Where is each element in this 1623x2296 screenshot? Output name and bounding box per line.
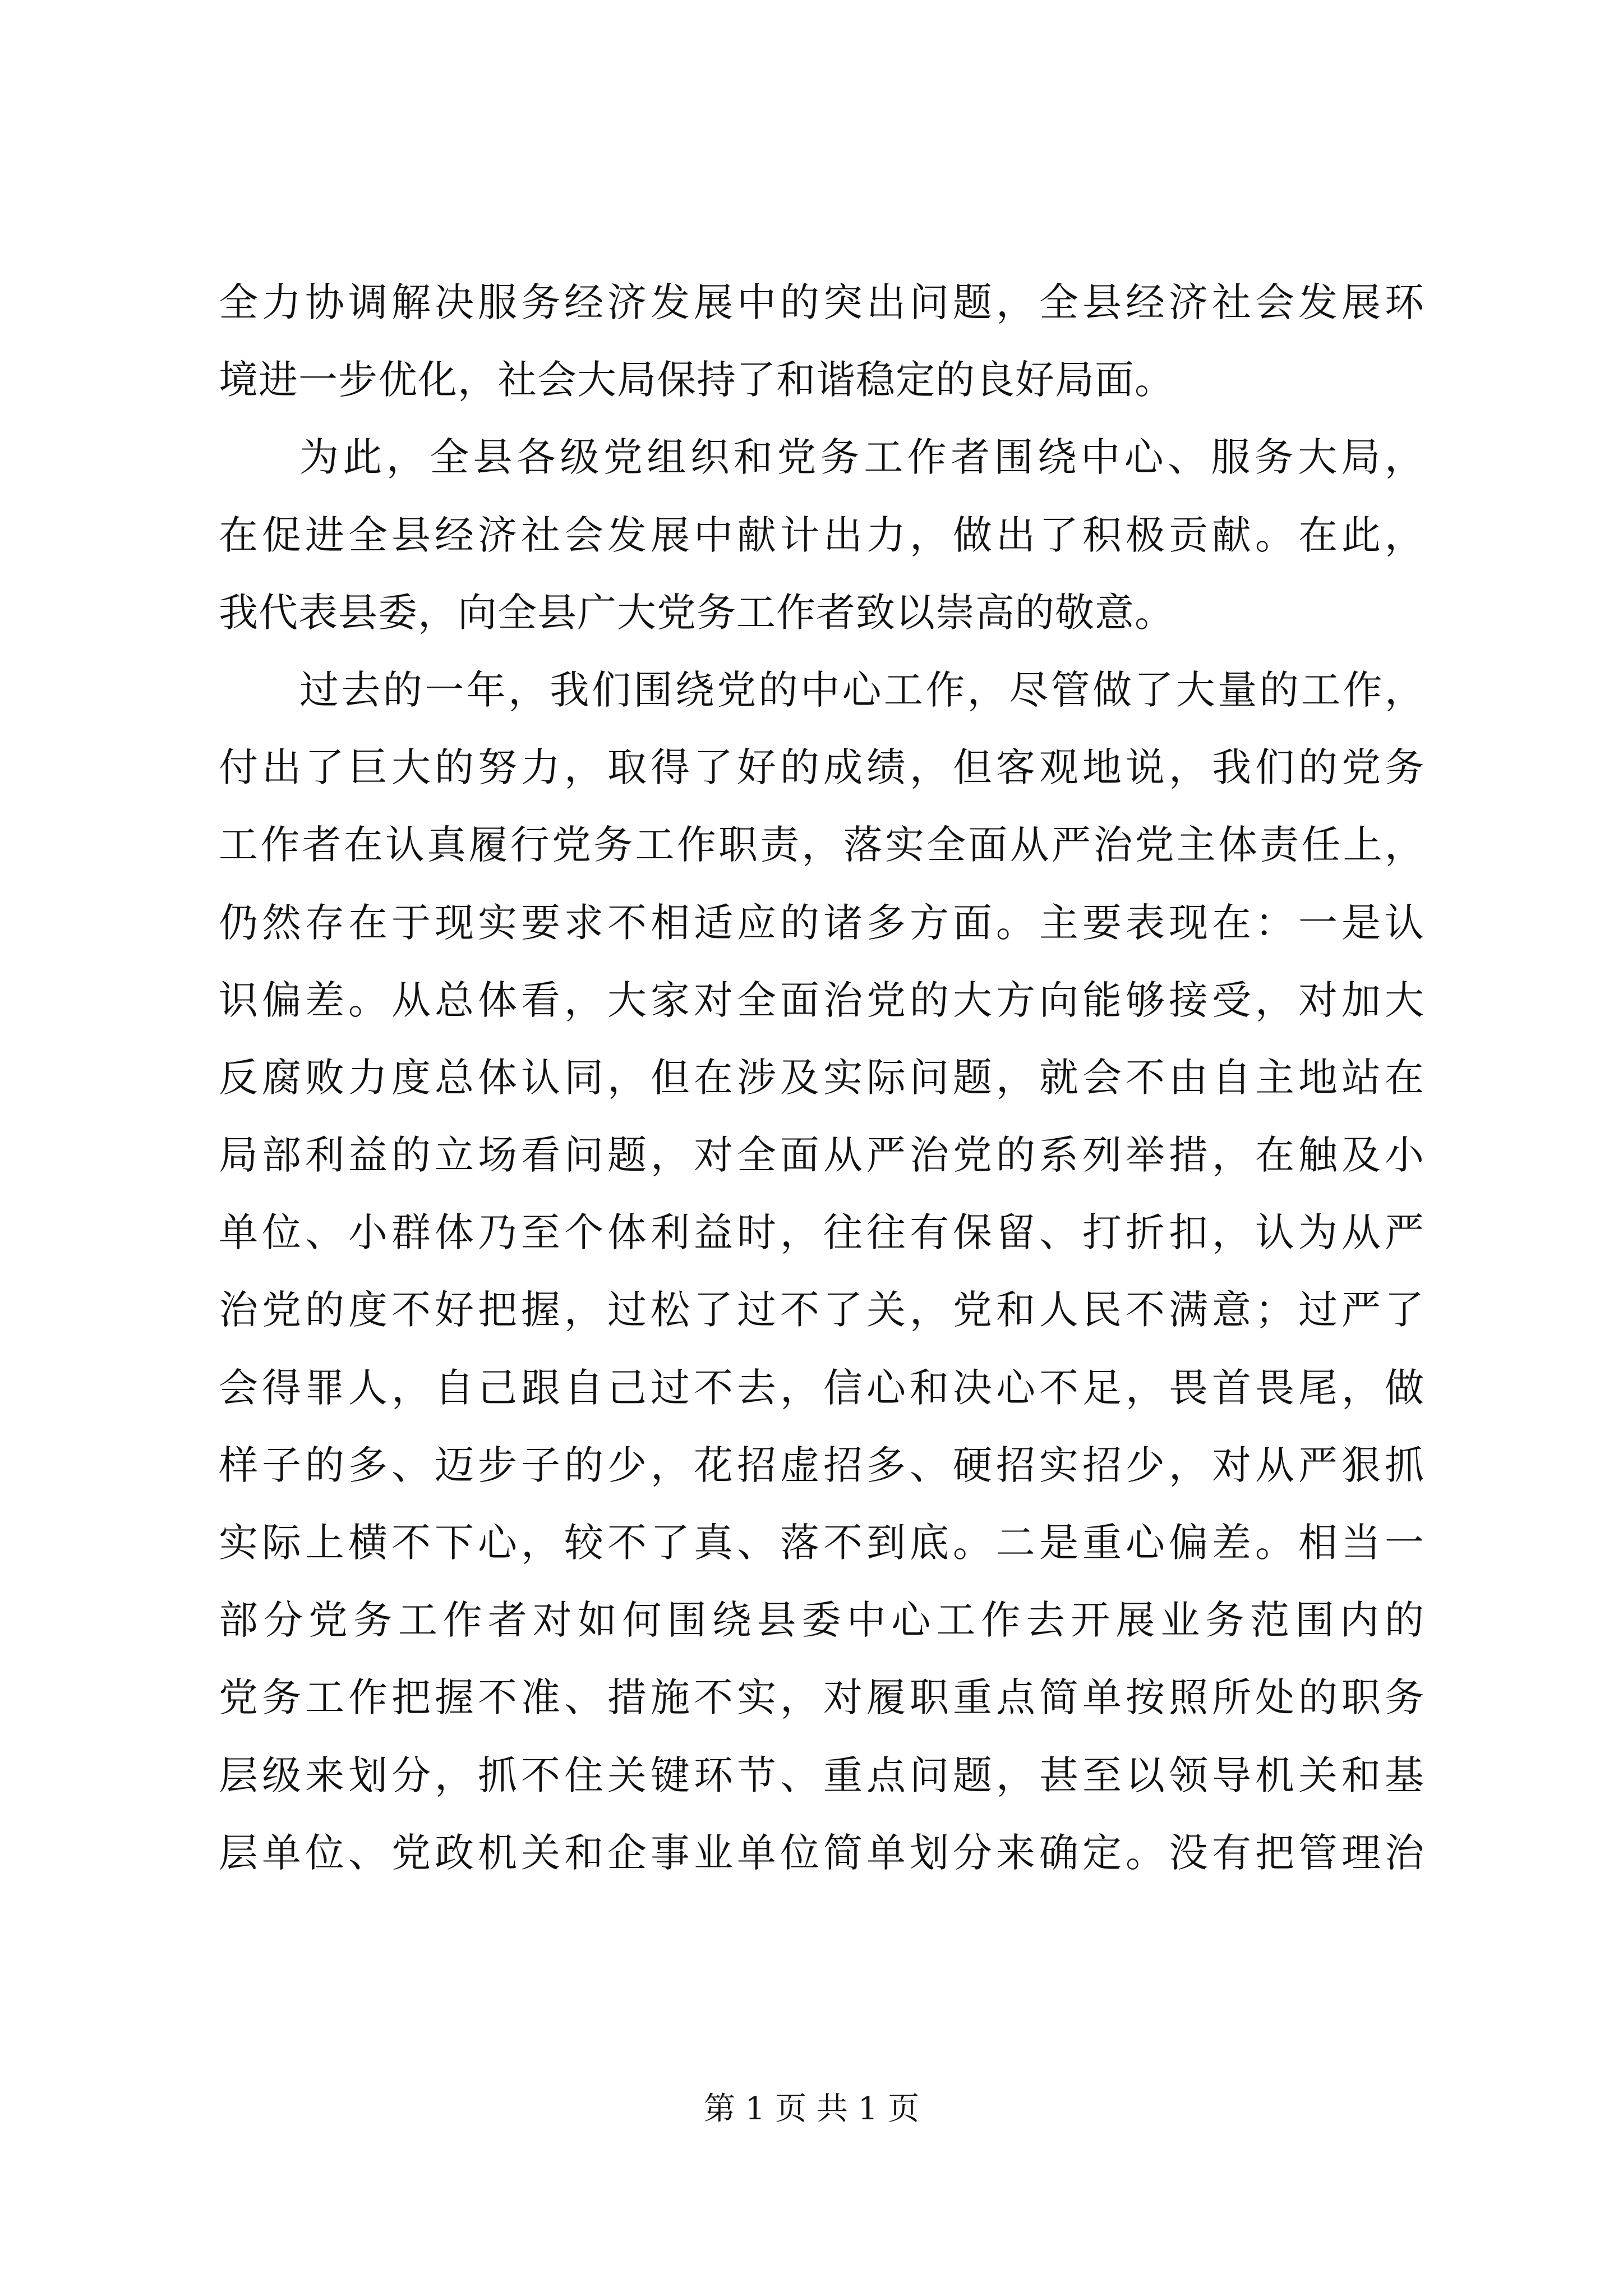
paragraph-first-line: 为此，全县各级党组织和党务工作者围绕中心、服务大局， [299, 434, 1424, 481]
document-body [219, 264, 1424, 1892]
text-line: 层单位、党政机关和企事业单位简单划分来确定。没有把管理治 [219, 1829, 1424, 1876]
text-line: 样子的多、迈步子的少，花招虚招多、硬招实招少，对从严狠抓 [219, 1442, 1424, 1488]
text-line: 反腐败力度总体认同，但在涉及实际问题，就会不由自主地站在 [219, 1054, 1424, 1101]
text-line: 全力协调解决服务经济发展中的突出问题，全县经济社会发展环 [219, 279, 1424, 325]
text-line: 单位、小群体乃至个体利益时，往往有保留、打折扣，认为从严 [219, 1209, 1424, 1256]
text-line: 付出了巨大的努力，取得了好的成绩，但客观地说，我们的党务 [219, 744, 1424, 791]
text-line: 局部利益的立场看问题，对全面从严治党的系列举措，在触及小 [219, 1132, 1424, 1179]
text-line: 治党的度不好把握，过松了过不了关，党和人民不满意；过严了 [219, 1287, 1424, 1333]
page-number-label: 第 1 页 共 1 页 [703, 2091, 920, 2127]
text-line: 层级来划分，抓不住关键环节、重点问题，甚至以领导机关和基 [219, 1752, 1424, 1798]
text-line: 我代表县委，向全县广大党务工作者致以崇高的敬意。 [219, 589, 1174, 636]
text-line: 境进一步优化，社会大局保持了和谐稳定的良好局面。 [219, 357, 1174, 403]
text-line: 党务工作把握不准、措施不实，对履职重点简单按照所处的职务 [219, 1674, 1424, 1721]
text-line: 会得罪人，自己跟自己过不去，信心和决心不足，畏首畏尾，做 [219, 1364, 1424, 1411]
text-line: 部分党务工作者对如何围绕县委中心工作去开展业务范围内的 [219, 1597, 1424, 1644]
paragraph-first-line: 过去的一年，我们围绕党的中心工作，尽管做了大量的工作， [299, 666, 1424, 713]
text-line: 仍然存在于现实要求不相适应的诸多方面。主要表现在：一是认 [219, 899, 1424, 946]
text-line: 实际上横不下心，较不了真、落不到底。二是重心偏差。相当一 [219, 1520, 1424, 1566]
page-footer [0, 2087, 1623, 2132]
text-line: 在促进全县经济社会发展中献计出力，做出了积极贡献。在此， [219, 512, 1424, 558]
text-line: 识偏差。从总体看，大家对全面治党的大方向能够接受，对加大 [219, 977, 1424, 1023]
text-line: 工作者在认真履行党务工作职责，落实全面从严治党主体责任上， [219, 822, 1424, 868]
